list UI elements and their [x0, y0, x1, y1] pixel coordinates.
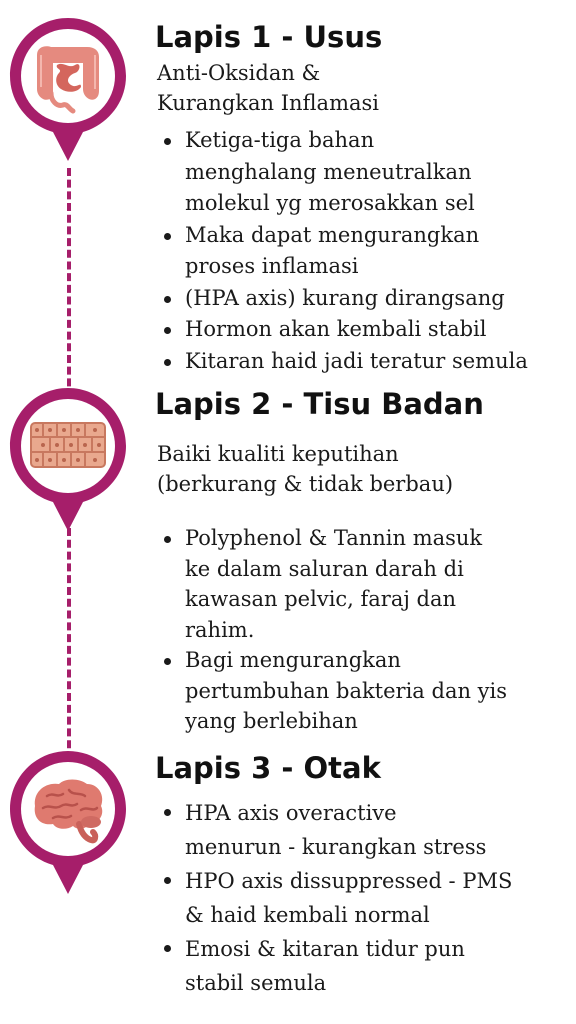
section-3-marker — [7, 748, 129, 898]
body-tissue-icon — [31, 423, 105, 467]
section-1-marker — [7, 15, 129, 165]
section-2-title: Lapis 2 - Tisu Badan — [155, 387, 484, 421]
section-1-list — [160, 125, 572, 377]
section-3-list — [160, 796, 572, 1000]
timeline-connector — [67, 528, 71, 760]
list-item: Hormon akan kembali stabil — [160, 314, 572, 346]
section-2-marker — [7, 385, 129, 535]
section-2-subtitle-line-2: (berkurang & tidak berbau) — [157, 472, 454, 496]
section-3-title: Lapis 3 - Otak — [155, 751, 381, 785]
section-2-list — [160, 523, 572, 737]
list-item: Polyphenol & Tannin masuk ke dalam saluran darah di kawasan pelvic, faraj dan rahim. — [160, 523, 572, 645]
section-2-subtitle-line-1: Baiki kualiti keputihan — [157, 442, 399, 466]
section-1-subtitle-line-2: Kurangkan Inflamasi — [157, 91, 379, 115]
list-item: HPA axis overactive menurun - kurangkan stress — [160, 796, 572, 864]
timeline-connector — [67, 168, 71, 398]
list-item: Kitaran haid jadi teratur semula — [160, 346, 572, 378]
list-item: Emosi & kitaran tidur pun stabil semula — [160, 932, 572, 1000]
list-item: HPO axis dissuppressed - PMS & haid kembali normal — [160, 864, 572, 932]
list-item: Ketiga-tiga bahan menghalang meneutralkan molekul yg merosakkan sel — [160, 125, 572, 220]
list-item: (HPA axis) kurang dirangsang — [160, 283, 572, 315]
list-item: Bagi mengurangkan pertumbuhan bakteria dan yis yang berlebihan — [160, 645, 572, 737]
section-1-title: Lapis 1 - Usus — [155, 20, 383, 54]
section-1-subtitle-line-1: Anti-Oksidan & — [157, 61, 321, 85]
list-item: Maka dapat mengurangkan proses inflamasi — [160, 220, 572, 283]
